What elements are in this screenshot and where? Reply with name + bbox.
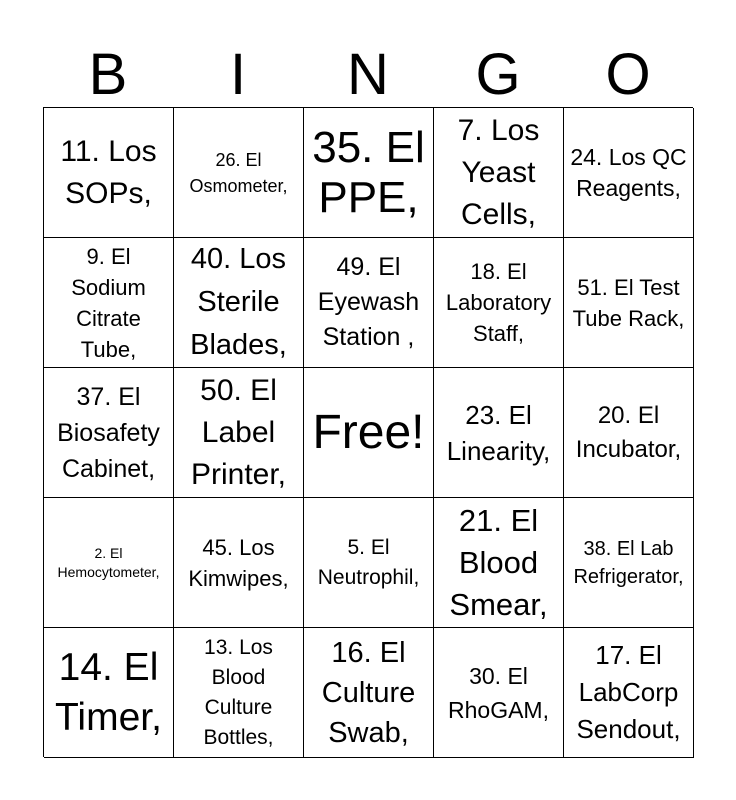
bingo-cell[interactable] [304, 498, 434, 628]
bingo-cell[interactable] [174, 108, 304, 238]
header-letter-o: O [605, 42, 651, 107]
cell-text: 51. El Test Tube Rack, [572, 274, 685, 331]
bingo-cell[interactable] [434, 238, 564, 368]
bingo-cell[interactable] [44, 628, 174, 758]
cell-text: 2. El Hemocytometer, [57, 544, 160, 580]
cell-text: 50. El Label Printer, [190, 373, 287, 491]
header-letter-g: G [475, 42, 521, 107]
bingo-cell[interactable] [174, 368, 304, 498]
cell-text: 14. El Timer, [55, 645, 162, 739]
bingo-cell[interactable] [174, 498, 304, 628]
cell-text: 18. El Laboratory Staff, [445, 259, 552, 346]
free-space: Free! [312, 405, 425, 459]
cell-text: 38. El Lab Refrigerator, [573, 537, 684, 588]
bingo-header [43, 42, 693, 108]
cell-text: 16. El Culture Swab, [321, 636, 416, 749]
bingo-cell[interactable] [174, 628, 304, 758]
bingo-cell[interactable] [44, 238, 174, 368]
bingo-cell[interactable] [434, 368, 564, 498]
bingo-cell[interactable] [44, 498, 174, 628]
bingo-card-grid [43, 107, 693, 757]
bingo-cell[interactable] [304, 368, 434, 498]
bingo-cell[interactable] [44, 368, 174, 498]
bingo-cell[interactable] [304, 108, 434, 238]
header-letter-i: I [229, 42, 247, 107]
cell-text: 40. Los Sterile Blades, [190, 243, 287, 361]
header-letter-b: B [88, 42, 128, 107]
bingo-cell[interactable] [564, 628, 694, 758]
bingo-cell[interactable] [174, 238, 304, 368]
cell-text: 35. El PPE, [312, 122, 425, 222]
bingo-cell[interactable] [564, 108, 694, 238]
cell-text: 24. Los QC Reagents, [570, 143, 687, 201]
cell-text: 20. El Incubator, [575, 401, 682, 463]
cell-text: 7. Los Yeast Cells, [457, 113, 540, 231]
bingo-cell[interactable] [304, 238, 434, 368]
cell-text: 17. El LabCorp Sendout, [576, 640, 681, 744]
cell-text: 21. El Blood Smear, [449, 502, 548, 622]
cell-text: 37. El Biosafety Cabinet, [57, 382, 160, 483]
bingo-cell[interactable] [44, 108, 174, 238]
cell-text: 49. El Eyewash Station , [317, 253, 420, 351]
bingo-cell[interactable] [434, 108, 564, 238]
bingo-cell[interactable] [434, 498, 564, 628]
bingo-cell[interactable] [304, 628, 434, 758]
cell-text: 45. Los Kimwipes, [188, 534, 289, 591]
bingo-cell[interactable] [564, 238, 694, 368]
cell-text: 11. Los SOPs, [60, 134, 157, 210]
bingo-cell[interactable] [434, 628, 564, 758]
cell-text: 5. El Neutrophil, [317, 535, 420, 589]
header-letter-n: N [347, 42, 389, 107]
cell-text: 13. Los Blood Culture Bottles, [203, 635, 274, 749]
bingo-cell[interactable] [564, 498, 694, 628]
bingo-cell[interactable] [564, 368, 694, 498]
cell-text: 30. El RhoGAM, [448, 662, 549, 723]
cell-text: 9. El Sodium Citrate Tube, [71, 243, 146, 362]
cell-text: 23. El Linearity, [446, 399, 551, 466]
cell-text: 26. El Osmometer, [189, 149, 288, 196]
